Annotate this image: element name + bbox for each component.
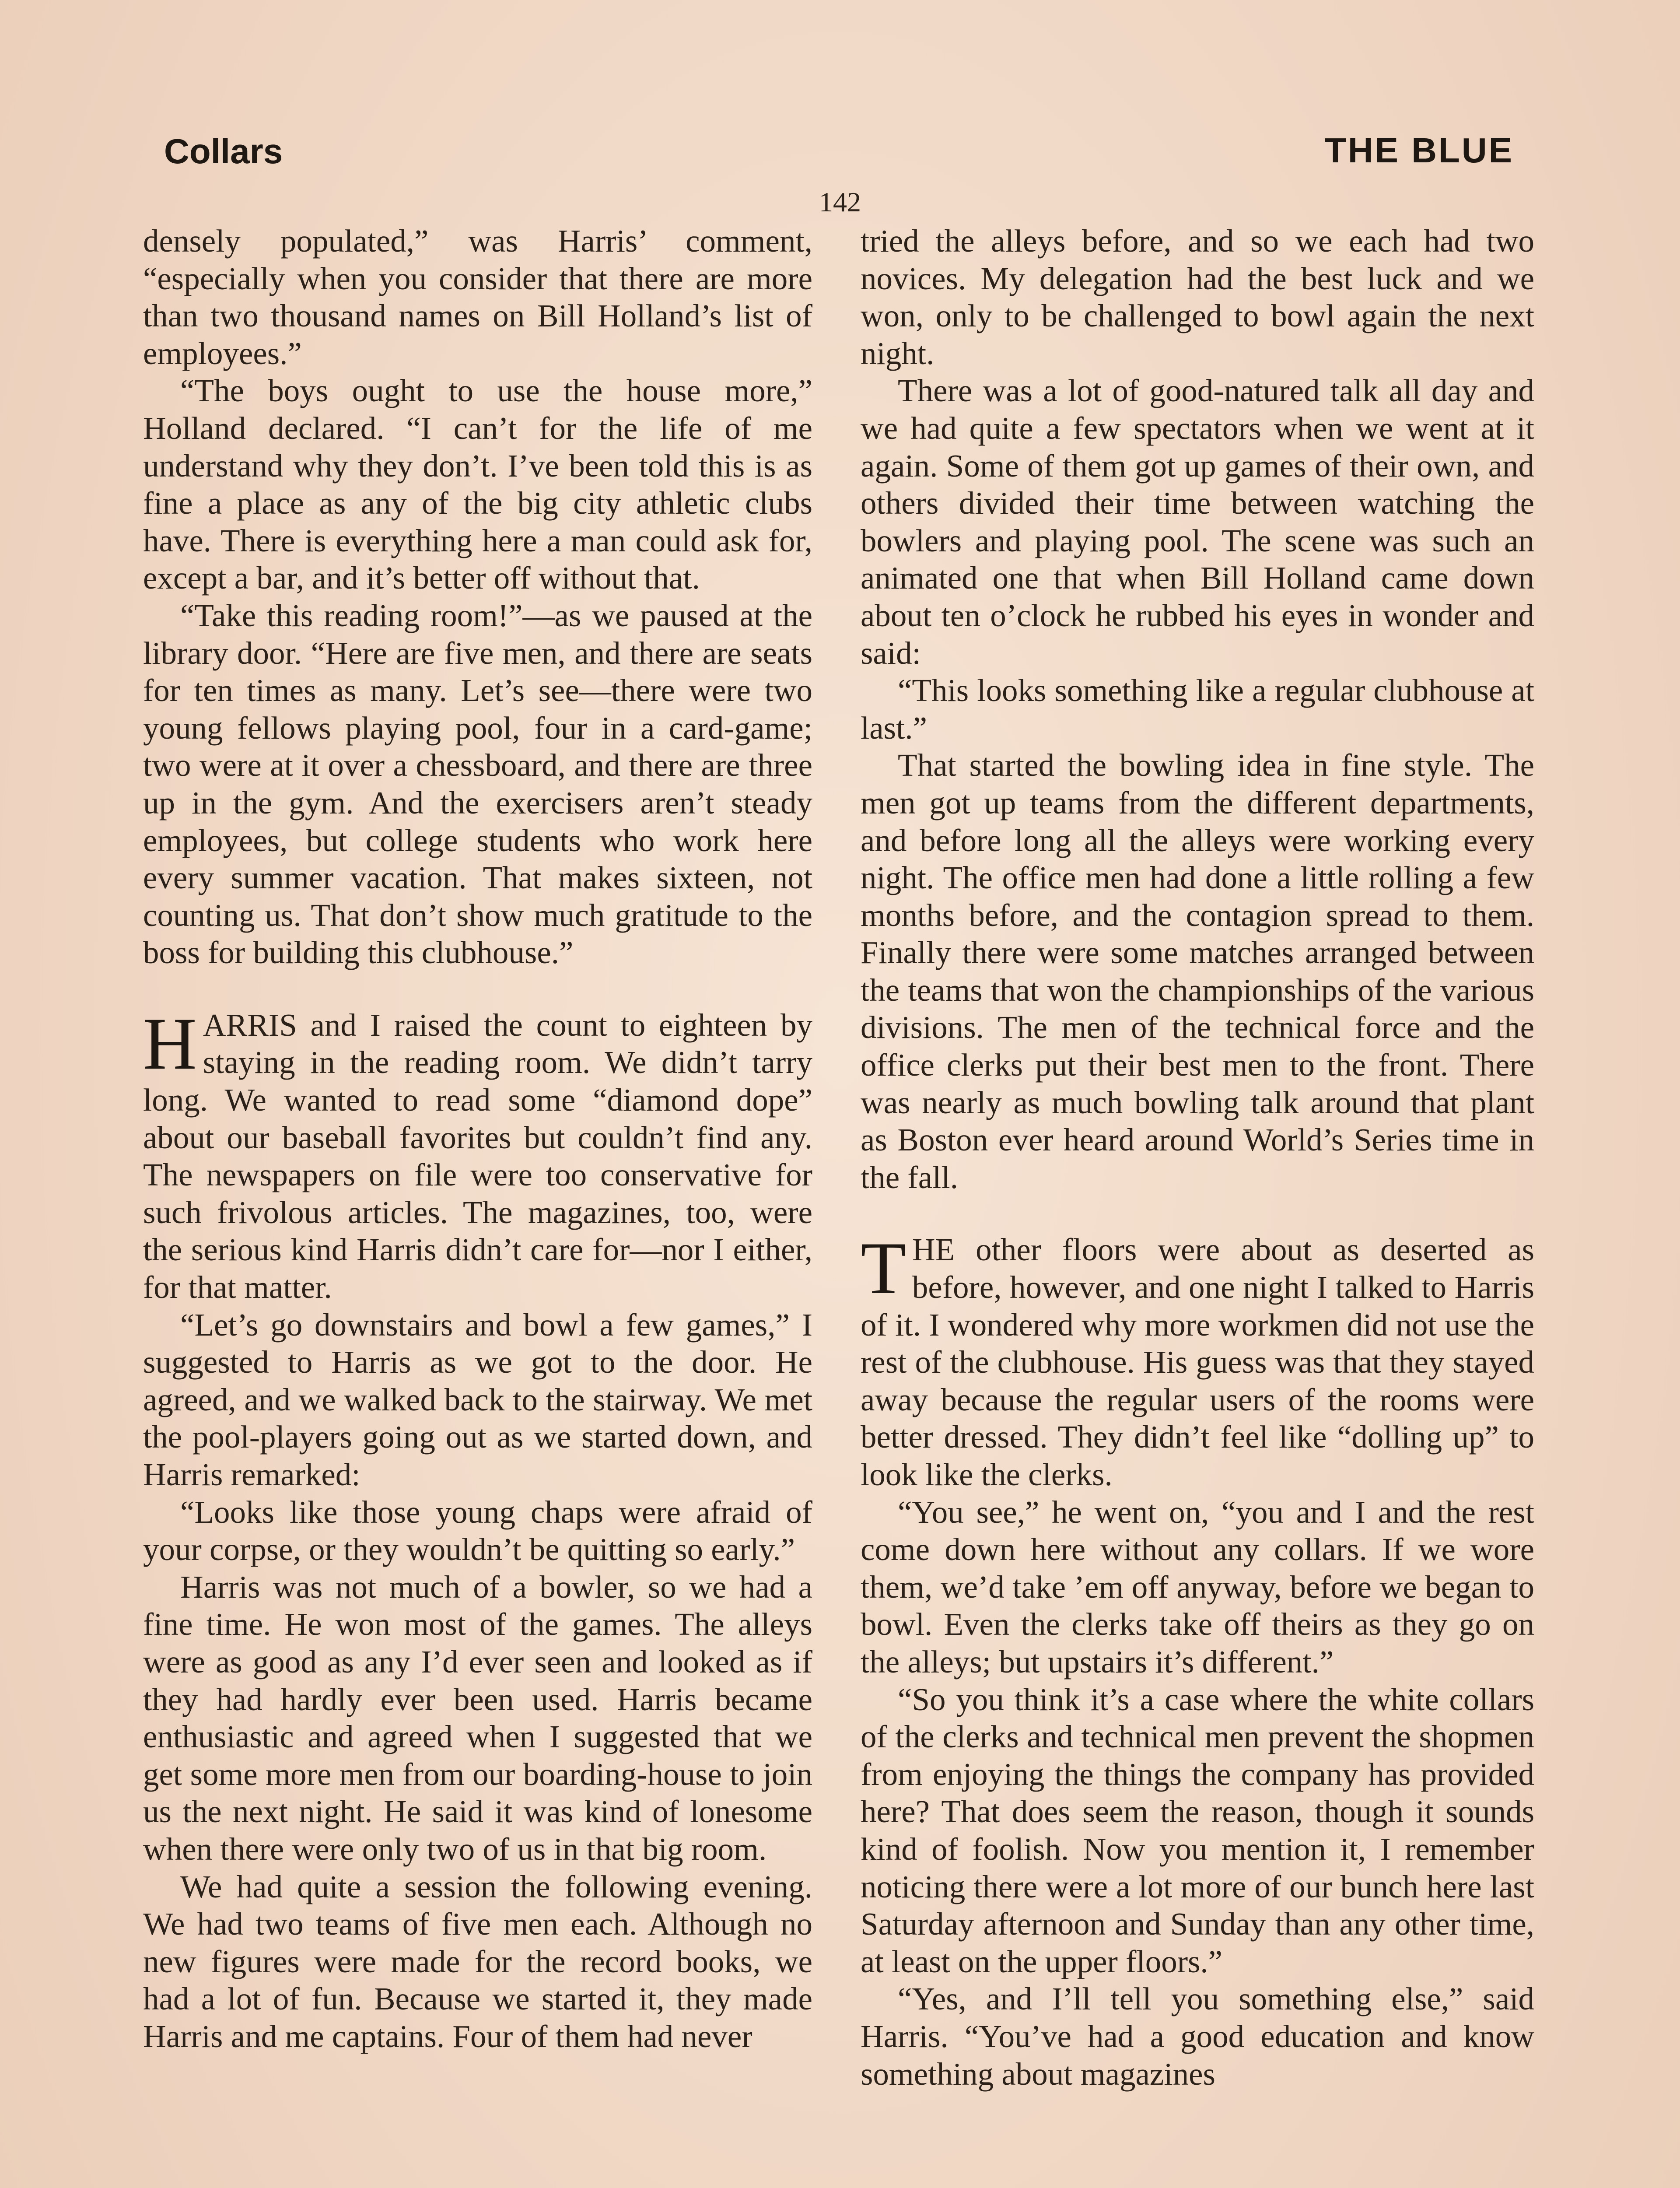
paragraph: There was a lot of good-natured talk all day and we had quite a few spectators when we went at it again. Some of them got up games of their own, and others divided their time between watching the bowlers and playing pool. The scene was such an animated one that when Bill Holland came down about ten o’clock he rubbed his eyes in wonder and said:	[861, 373, 1534, 671]
right-column	[861, 222, 1534, 2188]
paragraph: “This looks something like a regular clubhouse at last.”	[861, 673, 1534, 746]
paragraph: tried the alleys before, and so we each had two novices. My delegation had the best luck and we won, only to be challenged to bowl again the next night.	[861, 223, 1534, 371]
running-title-left: Collars	[164, 132, 283, 171]
paragraph: “You see,” he went on, “you and I and the rest come down here without any collars. If we wore them, we’d take ’em off anyway, before we began to bowl. Even the clerks take off theirs as they go on the alleys; but upstairs it’s different.”	[861, 1494, 1534, 1680]
running-title-right: THE BLUE	[1325, 131, 1514, 170]
paragraph: densely populated,” was Harris’ comment, “especially when you consider that there are more than two thousand names on Bill Holland’s list of employees.”	[143, 223, 812, 371]
paragraph: “Looks like those young chaps were afraid of your corpse, or they wouldn’t be quitting so early.”	[143, 1494, 812, 1567]
paragraph: “The boys ought to use the house more,” Holland declared. “I can’t for the life of me understand why they don’t. I’ve been told this is as fine a place as any of the big city athletic clubs have. There is everything here a man could ask for, except a bar, and it’s better off without that.	[143, 373, 812, 596]
page-number: 142	[819, 186, 861, 217]
paragraph: We had quite a session the following evening. We had two teams of five men each. Although no new figures were made for the record books, we had a lot of fun. Because we started it, they made Harris and me captains. Four of them had never	[143, 1869, 812, 2054]
section-paragraph	[861, 1227, 1534, 1493]
paragraph: “Yes, and I’ll tell you something else,” said Harris. “You’ve had a good education and know something about magazines	[861, 1981, 1534, 2092]
paragraph: “Let’s go downstairs and bowl a few games,” I suggested to Harris as we got to the door. He agreed, and we walked back to the stairway. We met the pool-players going out as we started down, and Harris remarked:	[143, 1307, 812, 1492]
drop-cap: T	[861, 1227, 906, 1310]
drop-cap: H	[143, 1002, 197, 1085]
paragraph: “So you think it’s a case where the white collars of the clerks and technical men prevent the shopmen from enjoying the things the company has provided here? That does seem the reason, though it sounds kind of foolish. Now you mention it, I remember noticing there were a lot more of our bunch here last Saturday afternoon and Sunday than any other time, at least on the upper floors.”	[861, 1681, 1534, 1979]
paragraph: “Take this reading room!”—as we paused at the library door. “Here are five men, and there are seats for ten times as many. Let’s see—there were two young fellows playing pool, four in a card-game; two were at it over a chessboard, and there are three up in the gym. And the exercisers aren’t steady employees, but college students who work here every summer vacation. That makes sixteen, not counting us. That don’t show much gratitude to the boss for building this clubhouse.”	[143, 597, 812, 971]
left-column	[143, 222, 812, 2188]
section-paragraph	[143, 1002, 812, 1306]
paragraph: Harris was not much of a bowler, so we had a fine time. He won most of the games. The alleys were as good as any I’d ever seen and looked as if they had hardly ever been used. Harris became enthusiastic and agreed when I suggested that we get some more men from our boarding-house to join us the next night. He said it was kind of lonesome when there were only two of us in that big room.	[143, 1569, 812, 1867]
paragraph-text: ARRIS and I raised the count to eighteen by staying in the reading room. We didn’t tarry long. We wanted to read some “diamond dope” about our baseball favorites but couldn’t find any. The newspapers on file were too conservative for such frivolous articles. The magazines, too, were the serious kind Harris didn’t care for—nor I either, for that matter.	[143, 1007, 812, 1305]
paragraph: That started the bowling idea in fine style. The men got up teams from the different departments, and before long all the alleys were working every night. The office men had done a little rolling a few months before, and the contagion spread to them. Finally there were some matches arranged between the teams that won the championships of the various divisions. The men of the technical force and the office clerks put their best men to the front. There was nearly as much bowling talk around that plant as Boston ever heard around World’s Series time in the fall.	[861, 747, 1534, 1195]
paragraph-text: HE other floors were about as deserted as before, however, and one night I talked to Harris of it. I wondered why more workmen did not use the rest of the clubhouse. His guess was that they stayed away because the regular users of the rooms were better dressed. They didn’t feel like “dolling up” to look like the clerks.	[861, 1232, 1534, 1492]
